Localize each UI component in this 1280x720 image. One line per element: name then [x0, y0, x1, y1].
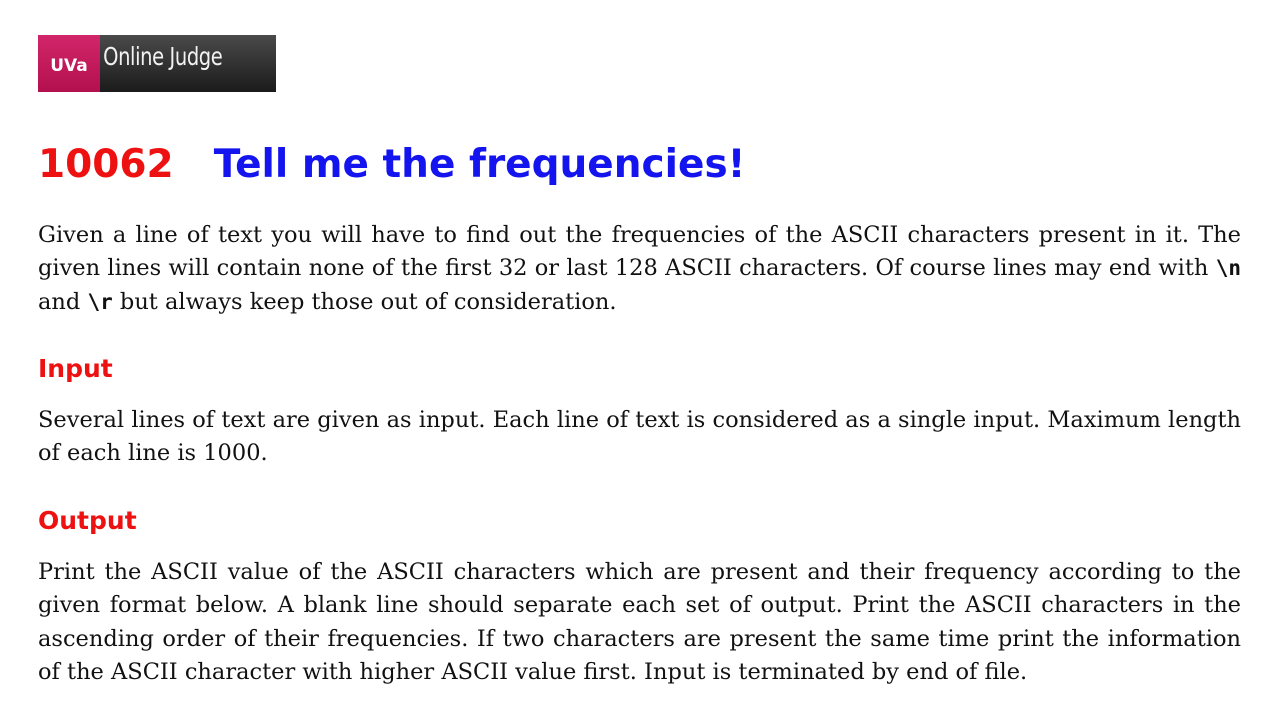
output-heading: Output — [38, 506, 137, 535]
output-paragraph: Print the ASCII value of the ASCII characters which are present and their frequency according to the given format below. A blank line should separate each set of output. Print the ASCII characters in the ascending order of their frequencies. If two characters are present the same time print the information of the ASCII character with higher ASCII value first. Input is terminated by end of file. — [38, 559, 1241, 685]
intro-and: and — [38, 288, 88, 315]
intro-text-2: but always keep those out of consideration. — [112, 288, 617, 315]
input-heading: Input — [38, 354, 113, 383]
code-carriage-return: \r — [87, 289, 113, 314]
uva-online-judge-logo — [38, 35, 276, 92]
logo-text: Online Judge — [103, 42, 223, 71]
problem-title — [38, 142, 745, 187]
problem-name: Tell me the frequencies! — [213, 142, 746, 187]
code-newline: \n — [1215, 256, 1241, 281]
problem-number: 10062 — [38, 142, 174, 187]
intro-text-1: Given a line of text you will have to find out the frequencies of the ASCII characters present in it. The given lines will contain none of the first 32 or last 128 ASCII characters. Of course lines may end with — [38, 222, 1241, 282]
intro-paragraph — [38, 219, 1241, 319]
input-paragraph: Several lines of text are given as input. Each line of text is considered as a single input. Maximum length of each line is 1000. — [38, 407, 1241, 467]
logo-badge: UVa — [38, 35, 100, 92]
